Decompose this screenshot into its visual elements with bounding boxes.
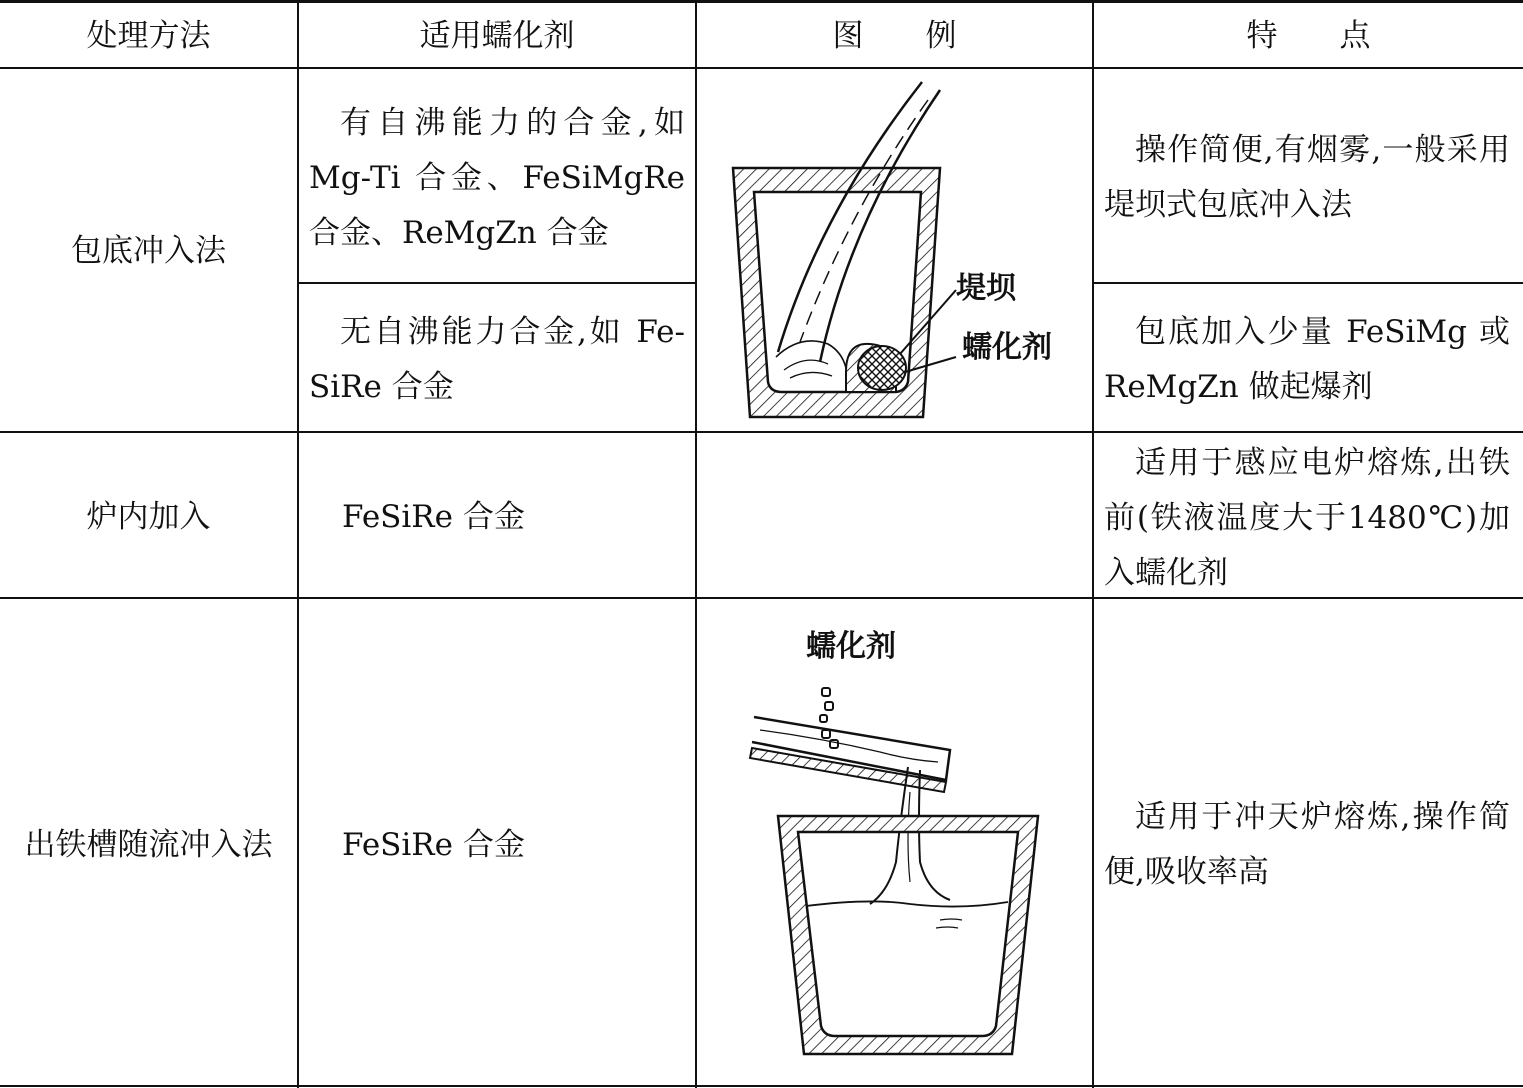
- row1-method: 包底冲入法: [71, 233, 226, 269]
- ladle-bottom-pour-figure: [700, 72, 1090, 428]
- agent-particles: [820, 688, 838, 748]
- row3-feature: 适用于冲天炉熔炼,操作简便,吸收率高: [1104, 799, 1510, 890]
- row1-sub2-agent: 无自沸能力合金,如 Fe-SiRe 合金: [309, 314, 685, 405]
- header-method: 处理方法: [86, 18, 211, 54]
- row2-method: 炉内加入: [86, 499, 211, 535]
- row1-sub1-feature: 操作简便,有烟雾,一般采用堤坝式包底冲入法: [1104, 132, 1510, 223]
- col-divider-1: [297, 0, 299, 1088]
- spout-stream-figure: [700, 602, 1090, 1082]
- col-divider-2: [695, 0, 697, 1088]
- header-agent: 适用蠕化剂: [419, 18, 575, 54]
- header-figure: 图 例: [832, 18, 957, 54]
- ladle-wall: [733, 168, 940, 417]
- row1-bottom-border: [0, 431, 1523, 433]
- subrow-divider-left: [297, 282, 696, 284]
- col-divider-3: [1092, 0, 1094, 1088]
- nodularizer-charge: [858, 346, 906, 390]
- row1-sub1-agent: 有自沸能力的合金,如Mg-Ti 合金、FeSiMgRe 合金、ReMgZn 合金: [309, 105, 685, 251]
- agent-label: 蠕化剂: [962, 330, 1052, 365]
- row2-feature: 适用于感应电炉熔炼,出铁前(铁液温度大于1480℃)加入蠕化剂: [1104, 445, 1510, 591]
- row1-sub2-feature: 包底加入少量 FeSiMg 或ReMgZn 做起爆剂: [1104, 314, 1510, 405]
- table-bottom-border: [0, 1085, 1523, 1087]
- agent-label-2: 蠕化剂: [806, 629, 896, 664]
- row2-agent: FeSiRe 合金: [342, 499, 525, 535]
- table-top-border: [0, 0, 1523, 3]
- row3-method: 出铁槽随流冲入法: [24, 827, 273, 863]
- row3-agent: FeSiRe 合金: [342, 827, 525, 863]
- subrow-divider-right: [1092, 282, 1523, 284]
- header-feature: 特 点: [1246, 18, 1371, 54]
- dam-label: 堤坝: [956, 271, 1016, 306]
